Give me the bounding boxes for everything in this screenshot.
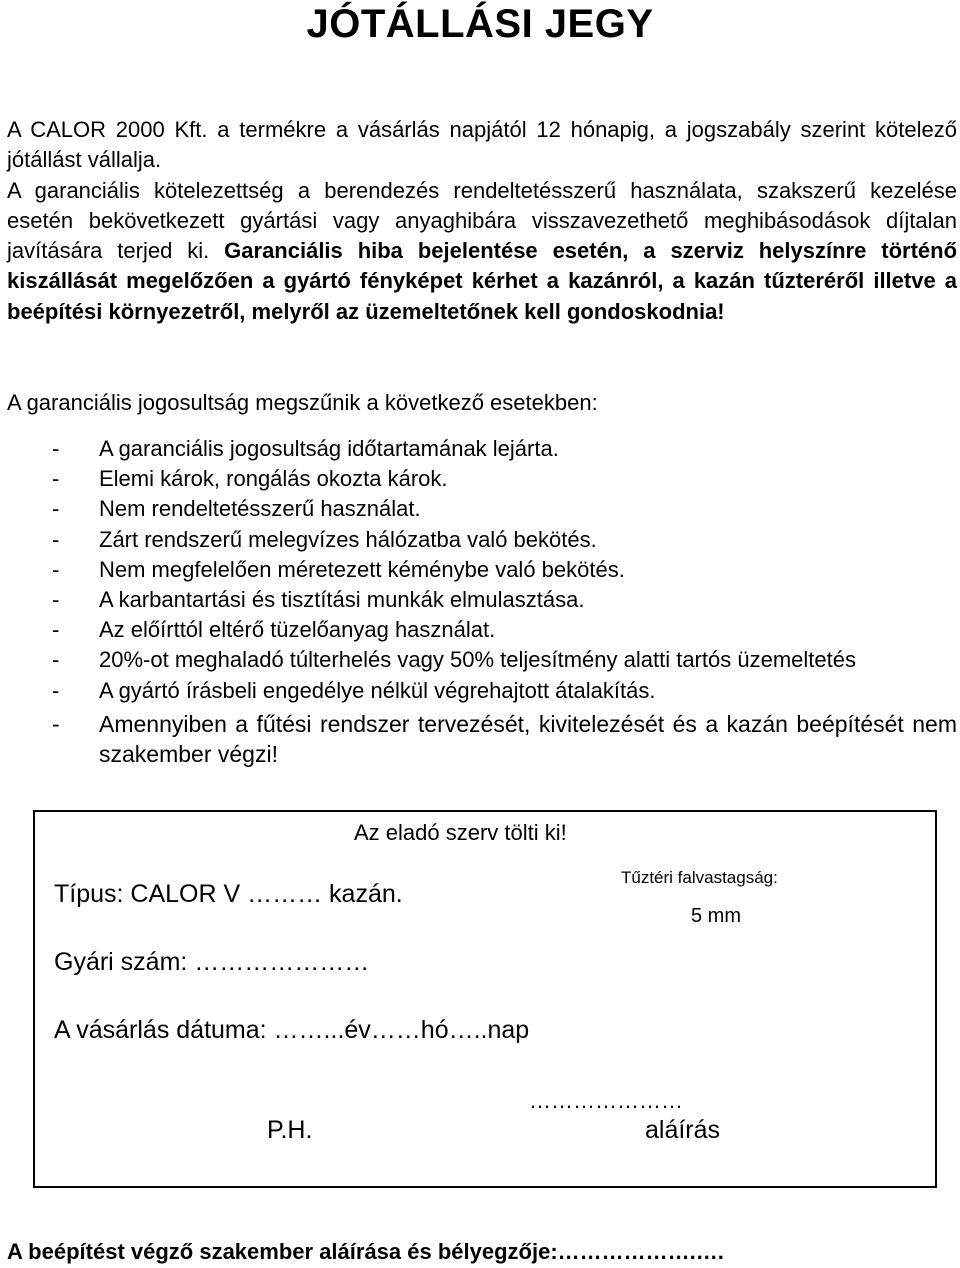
serial-number-field[interactable]: Gyári szám: ………………… — [54, 948, 370, 976]
signature-line[interactable]: ………………… — [529, 1088, 683, 1113]
list-item: - 20%-ot meghaladó túlterhelés vagy 50% teljesítmény alatti tartós üzemeltetés — [0, 645, 957, 675]
termination-conditions-list — [0, 434, 957, 769]
seller-box-heading: Az eladó szerv tölti ki! — [354, 820, 567, 845]
signature-label: aláírás — [645, 1116, 721, 1144]
list-item: - Elemi károk, rongálás okozta károk. — [0, 464, 957, 494]
seller-fill-in-box — [33, 810, 937, 1188]
termination-conditions-heading: A garanciális jogosultság megszűnik a következő esetekben: — [7, 390, 598, 415]
warranty-intro — [7, 115, 957, 327]
list-item: - Amennyiben a fűtési rendszer tervezését, kivitelezését és a kazán beépítését nem szakember végzi! — [0, 709, 957, 769]
firebox-wall-thickness-label: Tűztéri falvastagság: — [621, 868, 778, 887]
warranty-period-text: A CALOR 2000 Kft. a termékre a vásárlás napjától 12 hónapig, a jogszabály szerint kötelező jótállást vállalja. — [7, 117, 957, 173]
list-item: - Zárt rendszerű melegvízes hálózatba való bekötés. — [0, 525, 957, 555]
installer-signature-line[interactable]: A beépítést végző szakember aláírása és bélyegzője:……………….…. — [7, 1239, 724, 1264]
photo-request-notice: Garanciális hiba bejelentése esetén, a szerviz helyszínre történő kiszállását megelőzően a gyártó fényképet kérhet a kazánról, a kazán tűzteréről illetve a beépítési környezetről, melyről az üzemeltetőnek kell gondoskodnia! — [7, 238, 958, 324]
list-item: - Nem megfelelően méretezett kéménybe való bekötés. — [0, 555, 957, 585]
warranty-scope-text: A garanciális kötelezettség a berendezés rendeltetésszerű használata, szakszerű kezelése esetén bekövetkezett gyártási vagy anyaghibára visszavezethető meghibásodások díjtalan javítására terjed ki. — [7, 177, 957, 264]
stamp-label: P.H. — [267, 1116, 313, 1144]
list-item: - Az előírttól eltérő tüzelőanyag használat. — [0, 615, 957, 645]
list-item: - Nem rendeltetésszerű használat. — [0, 494, 957, 524]
list-item: - A karbantartási és tisztítási munkák elmulasztása. — [0, 585, 957, 615]
firebox-wall-thickness-value: 5 mm — [691, 905, 741, 927]
page-title: JÓTÁLLÁSI JEGY — [306, 2, 654, 46]
product-type-field[interactable]: Típus: CALOR V ……… kazán. — [54, 880, 403, 908]
list-item: - A garanciális jogosultság időtartamának lejárta. — [0, 434, 957, 464]
purchase-date-field[interactable]: A vásárlás dátuma: ……...év……hó…..nap — [54, 1016, 530, 1044]
list-item: - A gyártó írásbeli engedélye nélkül végrehajtott átalakítás. — [0, 676, 957, 706]
